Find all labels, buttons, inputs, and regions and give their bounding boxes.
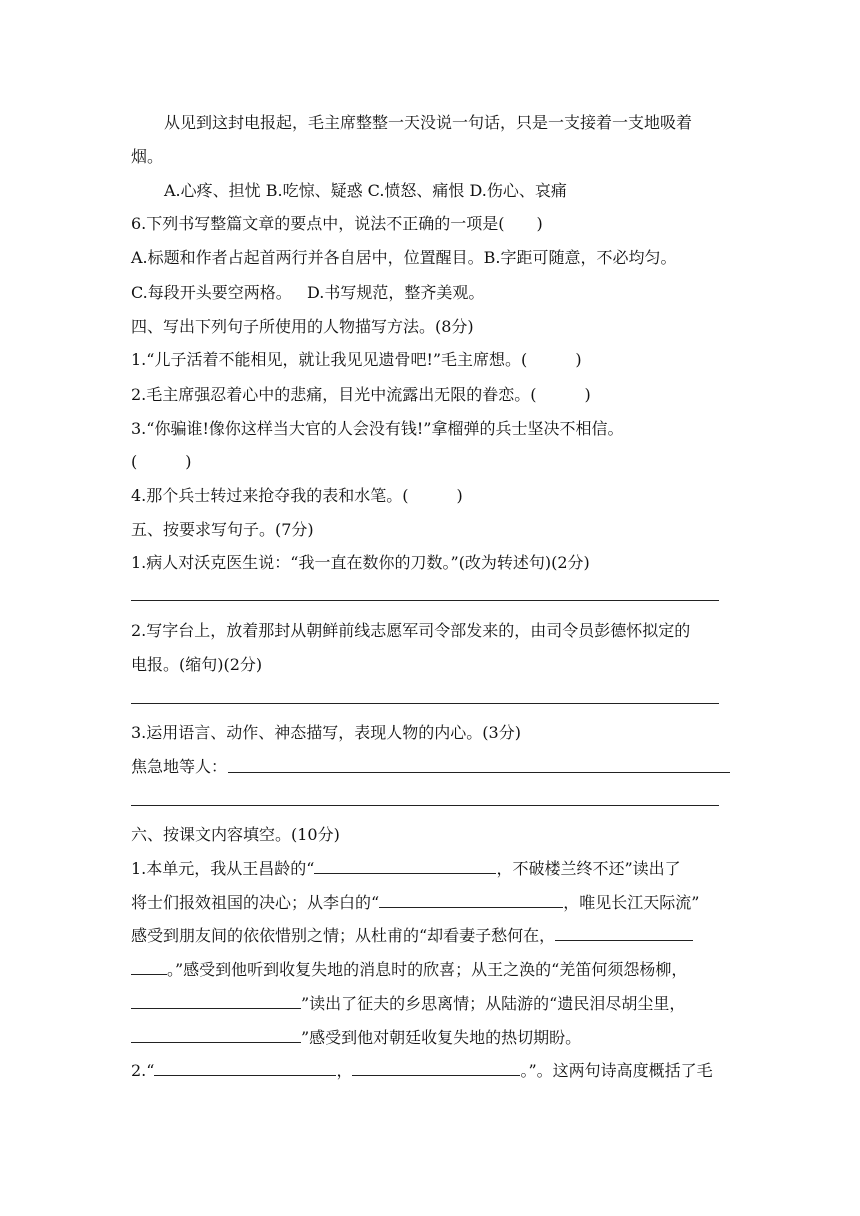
- answer-line-2[interactable]: [131, 703, 719, 704]
- section-4-q3-answer: [131, 452, 192, 472]
- section-6-line-2: [131, 892, 699, 913]
- fill-blank-7[interactable]: [352, 1060, 520, 1076]
- q5-options: A.心疼、担忧 B.吃惊、疑惑 C.愤怒、痛恨 D.伤心、哀痛: [164, 181, 567, 200]
- q6-stem: [131, 214, 543, 234]
- section-4-q3: 3.“你骗谁!像你这样当大官的人会没有钱!”拿榴弹的兵士坚决不相信。: [131, 419, 624, 438]
- section-6-l2b: ，唯见长江天际流”: [563, 893, 700, 912]
- section-6-l1a: 1.本单元，我从王昌龄的“: [131, 859, 315, 878]
- section-4-q3-close: ): [185, 452, 192, 471]
- section-5-q3-prompt: 焦急地等人：: [131, 757, 228, 776]
- section-4-q1-close: ): [575, 350, 582, 369]
- q6-options-line-2: [131, 283, 484, 303]
- fill-blank-4[interactable]: [131, 993, 301, 1009]
- q6-options-line-1: A.标题和作者占起首两行并各自居中，位置醒目。B.字距可随意，不必均匀。: [131, 248, 677, 267]
- section-6-line-6: [131, 1027, 581, 1048]
- passage-line-2: 烟。: [131, 147, 164, 166]
- section-6-line-3: [131, 925, 693, 946]
- section-6-l5b: ”读出了征夫的乡思离情；从陆游的“遗民泪尽胡尘里，: [301, 994, 686, 1013]
- section-6-l2: 将士们报效祖国的决心；从李白的“: [131, 893, 380, 912]
- fill-blank-6[interactable]: [154, 1060, 336, 1076]
- section-6-l1b: ，不破楼兰终不还”读出了: [496, 859, 681, 878]
- section-4-q4-text: 4.那个兵士转过来抢夺我的表和水笔。(: [131, 486, 409, 505]
- q6-stem-text: 6.下列书写整篇文章的要点中，说法不正确的一项是(: [131, 214, 505, 233]
- fill-blank-2[interactable]: [379, 892, 563, 908]
- section-4-q1: [131, 350, 582, 370]
- section-5-q2-line-2: 电报。(缩句)(2分): [131, 655, 263, 674]
- section-5-q3: 3.运用语言、动作、神态描写，表现人物的内心。(3分): [131, 723, 521, 742]
- section-4-q3-open: (: [131, 452, 138, 471]
- answer-line-1[interactable]: [131, 600, 719, 601]
- fill-blank-1[interactable]: [314, 858, 496, 874]
- section-6-line-7: [131, 1060, 713, 1081]
- section-5-title: 五、按要求写句子。(7分): [131, 520, 314, 539]
- fill-blank-3a[interactable]: [555, 925, 693, 941]
- section-5-q2-line-1: 2.写字台上，放着那封从朝鲜前线志愿军司令部发来的，由司令员彭德怀拟定的: [131, 621, 691, 640]
- section-4-q1-text: 1.“儿子活着不能相见，就让我见见遗骨吧!”毛主席想。(: [131, 350, 528, 369]
- section-6-q2a: 2.“: [131, 1061, 155, 1080]
- fill-blank-3b[interactable]: [131, 959, 167, 975]
- section-5-q1: 1.病人对沃克医生说：“我一直在数你的刀数。”(改为转述句)(2分): [131, 553, 590, 572]
- section-4-q2-close: ): [584, 385, 591, 404]
- section-6-line-4: [131, 959, 687, 980]
- answer-line-4[interactable]: [131, 805, 719, 806]
- q6-option-d: D.书写规范，整齐美观。: [307, 283, 485, 302]
- answer-line-3[interactable]: [228, 772, 730, 773]
- fill-blank-5[interactable]: [131, 1027, 301, 1043]
- section-4-q2-text: 2.毛主席强忍着心中的悲痛，目光中流露出无限的眷恋。(: [131, 385, 537, 404]
- section-6-line-1: [131, 858, 681, 879]
- section-4-q2: [131, 385, 591, 405]
- section-6-title: 六、按课文内容填空。(10分): [131, 825, 340, 844]
- section-6-l4b: 。”感受到他听到收复失地的消息时的欣喜；从王之涣的“羌笛何须怨杨柳，: [167, 960, 688, 979]
- q6-paren-close: ): [536, 214, 543, 233]
- passage-line-1: 从见到这封电报起，毛主席整整一天没说一句话，只是一支接着一支地吸着: [164, 113, 693, 132]
- section-6-line-5: [131, 993, 685, 1014]
- section-6-l6b: ”感受到他对朝廷收复失地的热切期盼。: [301, 1028, 582, 1047]
- section-6-q2c: 。”。这两句诗高度概括了毛: [520, 1061, 713, 1080]
- section-4-q4: [131, 486, 463, 506]
- section-6-q2b: ，: [336, 1061, 353, 1080]
- section-6-l3: 感受到朋友间的依依惜别之情；从杜甫的“却看妻子愁何在，: [131, 926, 556, 945]
- section-4-q4-close: ): [456, 486, 463, 505]
- section-4-title: 四、写出下列句子所使用的人物描写方法。(8分): [131, 317, 474, 336]
- q6-option-c: C.每段开头要空两格。: [131, 283, 292, 302]
